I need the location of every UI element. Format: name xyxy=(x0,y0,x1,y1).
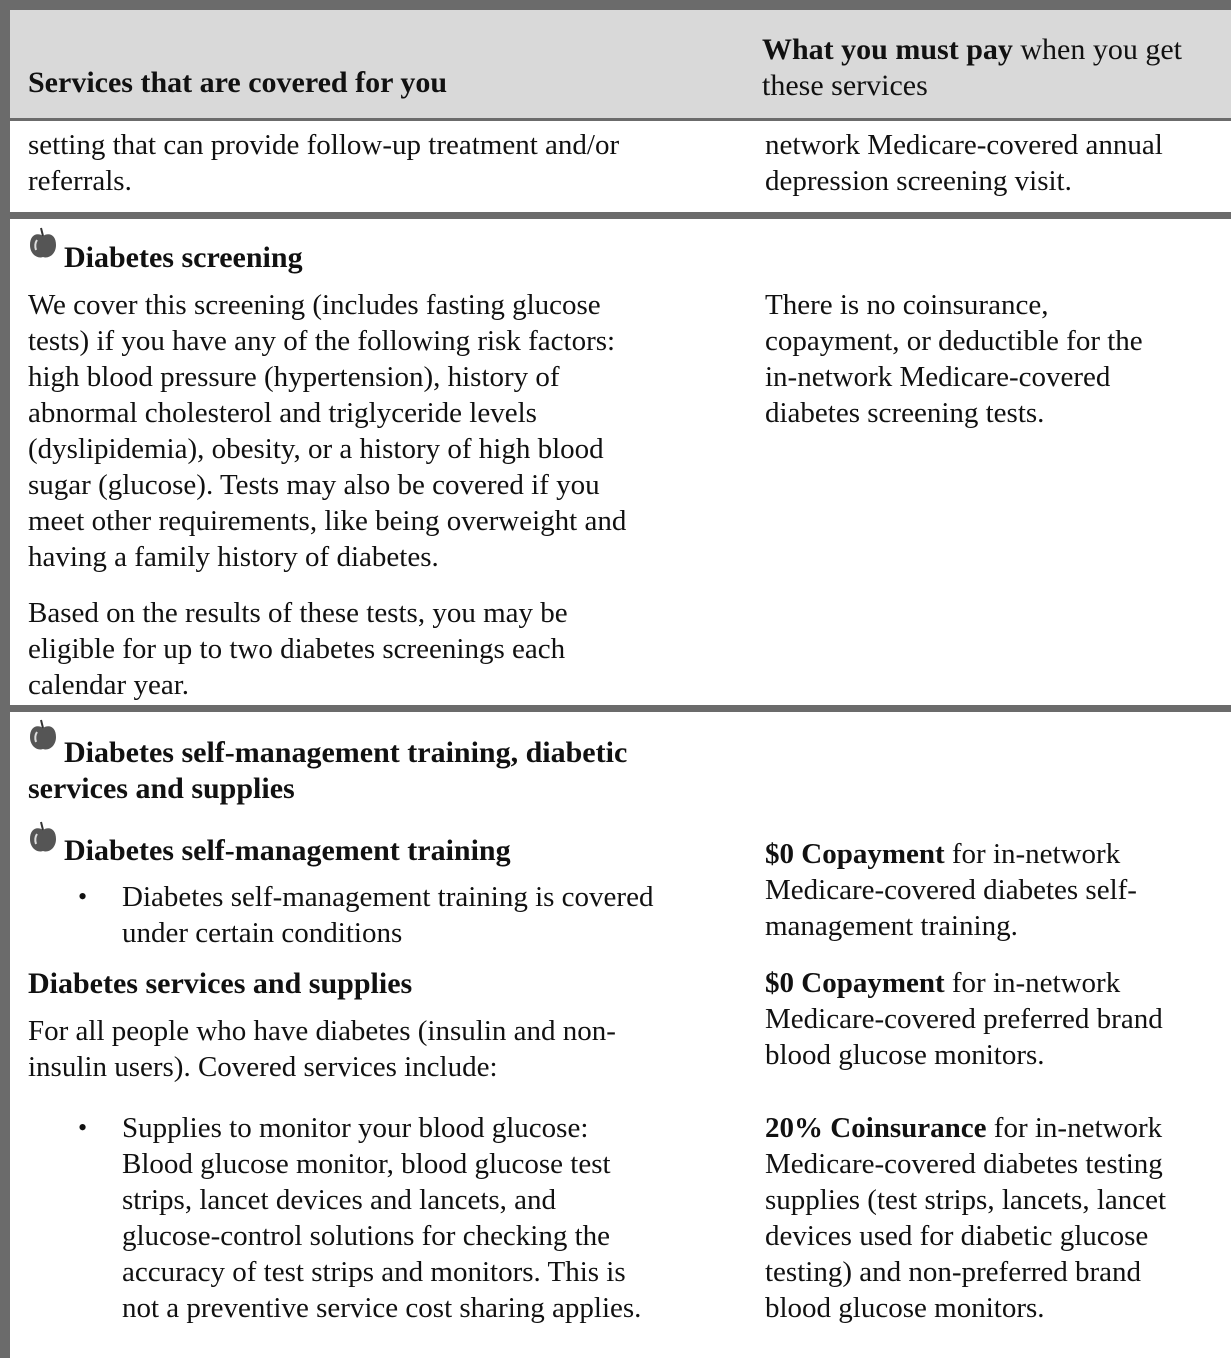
bullet-icon: • xyxy=(78,882,88,911)
training-sub2-cost-line-2: Medicare-covered preferred brand xyxy=(765,1003,1163,1035)
header-payment-rest: when you get these services xyxy=(762,33,1183,102)
training-sub1-cost-line-2: Medicare-covered diabetes self- xyxy=(765,874,1137,906)
screening-p1-line-6: sugar (glucose). Tests may also be covered if you xyxy=(28,469,600,501)
training-sub3-cost-rest: for in-network xyxy=(986,1112,1163,1144)
continued-left-line-2: referrals. xyxy=(28,165,132,197)
apple-icon xyxy=(28,226,58,260)
screening-p1-line-4: abnormal cholesterol and triglyceride levels xyxy=(28,397,537,429)
header-payment-label xyxy=(762,32,1231,104)
header-services-label: Services that are covered for you xyxy=(28,66,448,99)
screening-p2-line-2: eligible for up to two diabetes screenings each xyxy=(28,633,566,665)
training-sub2-bullet-line-1: Supplies to monitor your blood glucose: xyxy=(122,1112,589,1144)
continued-left-line-1: setting that can provide follow-up treatment and/or xyxy=(28,129,620,161)
continued-right-line-1: network Medicare-covered annual xyxy=(765,129,1163,161)
table-top-border xyxy=(0,0,1231,10)
training-sub2-bullet-line-5: accuracy of test strips and monitors. This is xyxy=(122,1256,626,1288)
training-sub1-cost-rest: for in-network xyxy=(944,838,1121,870)
training-sub2-intro-line-2: insulin users). Covered services include: xyxy=(28,1051,498,1083)
training-sub2-cost-rest: for in-network xyxy=(944,967,1121,999)
training-title-line-1: Diabetes self-management training, diabetic xyxy=(64,736,628,769)
training-sub1-cost-bold: $0 Copayment xyxy=(765,838,945,870)
training-sub2-bullet-line-4: glucose-control solutions for checking the xyxy=(122,1220,611,1252)
header-payment-bold: What you must pay xyxy=(762,33,1013,66)
training-sub3-cost-line-6: blood glucose monitors. xyxy=(765,1292,1045,1324)
training-sub3-cost-line-1 xyxy=(765,1111,1162,1145)
screening-p1-line-7: meet other requirements, like being overweight and xyxy=(28,505,627,537)
training-sub2-title: Diabetes services and supplies xyxy=(28,967,413,1000)
training-sub3-cost-line-3: supplies (test strips, lancets, lancet xyxy=(765,1184,1167,1216)
training-sub3-cost-line-4: devices used for diabetic glucose xyxy=(765,1220,1149,1252)
screening-cost-line-1: There is no coinsurance, xyxy=(765,289,1049,321)
screening-p2-line-3: calendar year. xyxy=(28,669,190,701)
continued-right-line-2: depression screening visit. xyxy=(765,165,1072,197)
table-header xyxy=(10,10,1231,118)
training-sub2-intro-line-1: For all people who have diabetes (insulin and non- xyxy=(28,1015,616,1047)
training-sub2-cost-line-3: blood glucose monitors. xyxy=(765,1039,1045,1071)
screening-p1-line-3: high blood pressure (hypertension), history of xyxy=(28,361,560,393)
screening-cost-line-2: copayment, or deductible for the xyxy=(765,325,1143,357)
training-sub3-cost-line-2: Medicare-covered diabetes testing xyxy=(765,1148,1163,1180)
training-sub1-cost-line-1 xyxy=(765,837,1120,871)
training-sub3-cost-line-5: testing) and non-preferred brand xyxy=(765,1256,1142,1288)
training-sub3-cost-bold: 20% Coinsurance xyxy=(765,1112,987,1144)
screening-p1-line-8: having a family history of diabetes. xyxy=(28,541,439,573)
bullet-icon: • xyxy=(78,1113,88,1142)
training-sub1-bullet-line-2: under certain conditions xyxy=(122,917,403,949)
screening-p2-line-1: Based on the results of these tests, you may be xyxy=(28,597,568,629)
training-title-line-2: services and supplies xyxy=(28,772,295,805)
header-divider xyxy=(10,118,1231,121)
screening-p1-line-2: tests) if you have any of the following risk factors: xyxy=(28,325,616,357)
screening-p1-line-1: We cover this screening (includes fasting glucose xyxy=(28,289,601,321)
apple-icon xyxy=(28,820,58,854)
training-sub1-bullet-line-1: Diabetes self-management training is covered xyxy=(122,881,654,913)
training-sub2-bullet-line-2: Blood glucose monitor, blood glucose test xyxy=(122,1148,611,1180)
diabetes-screening-title: Diabetes screening xyxy=(64,241,303,274)
row-divider-2 xyxy=(10,705,1231,712)
screening-cost-line-4: diabetes screening tests. xyxy=(765,397,1045,429)
training-sub2-bullet-line-3: strips, lancet devices and lancets, and xyxy=(122,1184,557,1216)
screening-p1-line-5: (dyslipidemia), obesity, or a history of high blood xyxy=(28,433,604,465)
training-sub2-cost-line-1 xyxy=(765,966,1120,1000)
screening-cost-line-3: in-network Medicare-covered xyxy=(765,361,1111,393)
training-sub1-cost-line-3: management training. xyxy=(765,910,1018,942)
training-sub2-bullet-line-6: not a preventive service cost sharing applies. xyxy=(122,1292,642,1324)
training-sub1-title: Diabetes self-management training xyxy=(64,834,511,867)
row-divider-1 xyxy=(10,212,1231,219)
table-left-border xyxy=(0,0,10,1358)
training-sub2-cost-bold: $0 Copayment xyxy=(765,967,945,999)
apple-icon xyxy=(28,718,58,752)
